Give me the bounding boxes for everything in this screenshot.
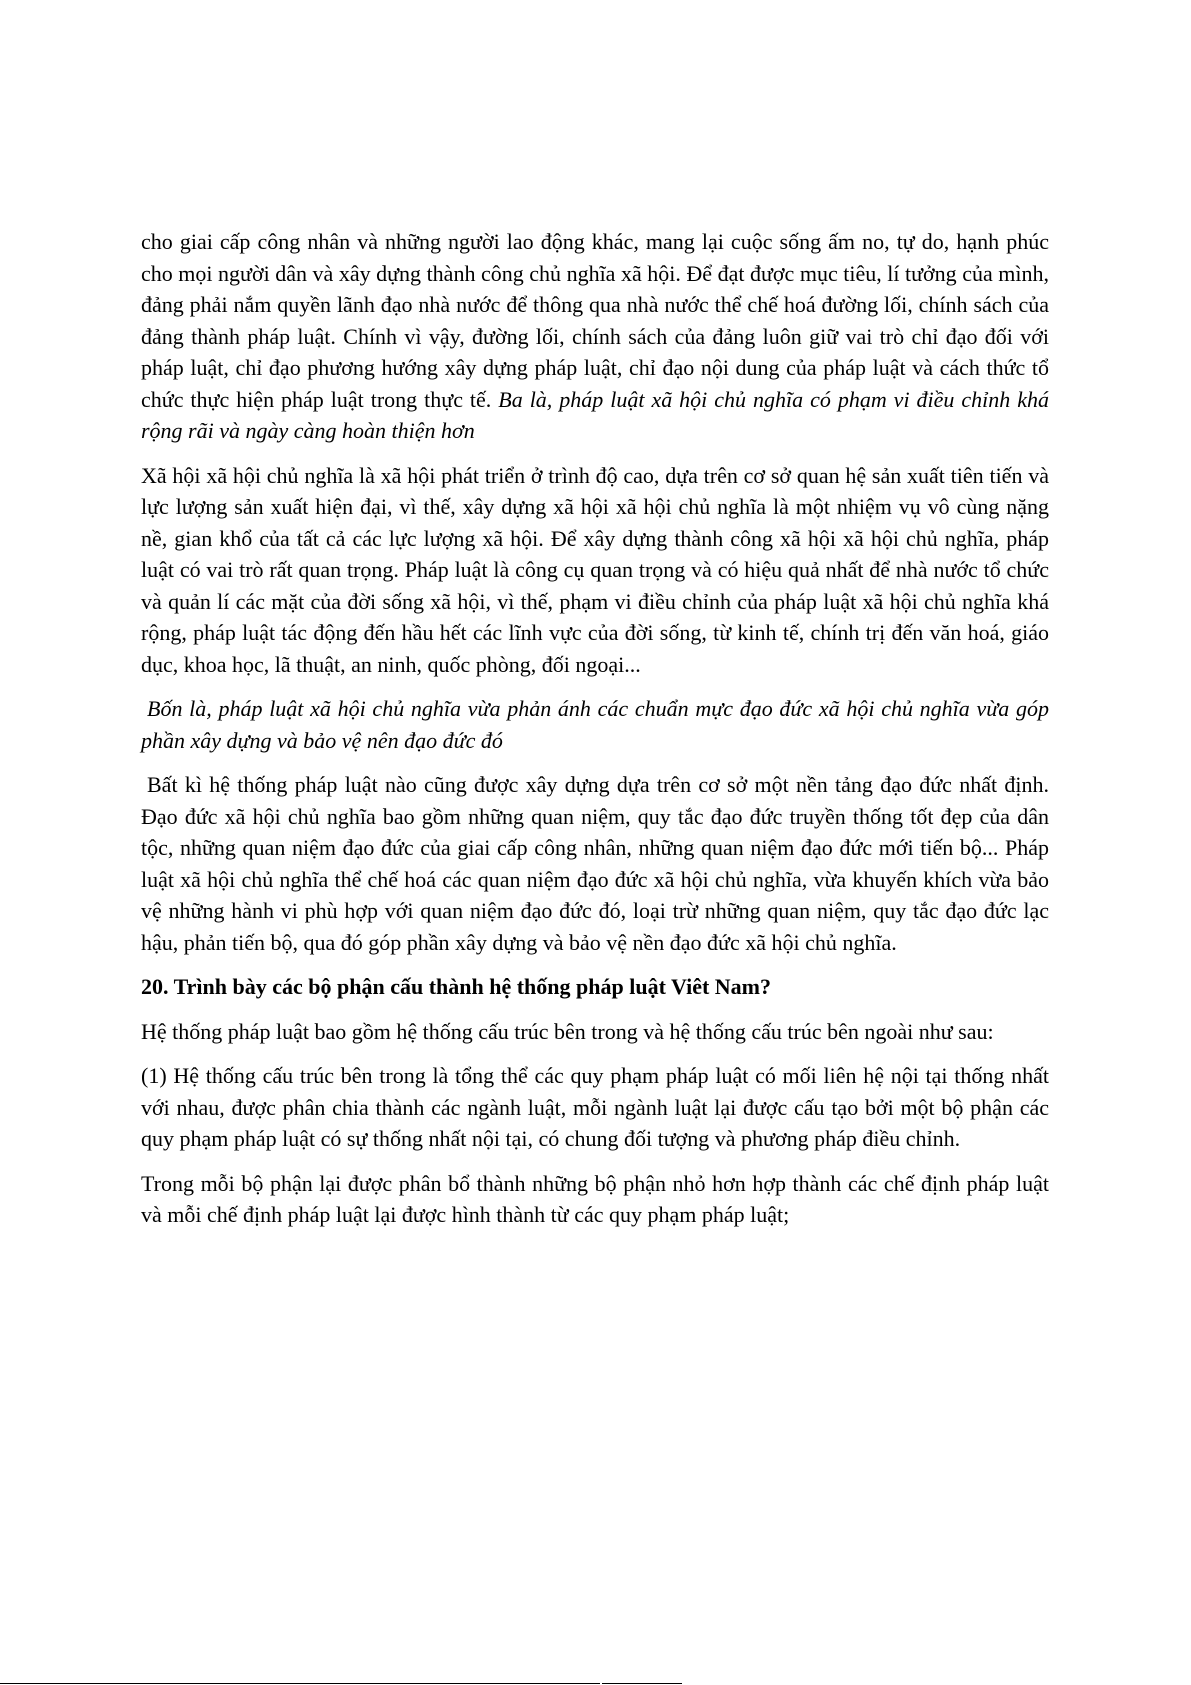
paragraph-3-italic-heading: Bốn là, pháp luật xã hội chủ nghĩa vừa phản ánh các chuẩn mực đạo đức xã hội chủ nghĩa vừa góp phần xây dựng và bảo vệ nên đạo đức đó: [141, 696, 1049, 753]
paragraph-2: Xã hội xã hội chủ nghĩa là xã hội phát triển ở trình độ cao, dựa trên cơ sở quan hệ sản xuất tiên tiến và lực lượng sản xuất hiện đại, vì thế, xây dựng xã hội xã hội chủ nghĩa là một nhiệm vụ vô cùng nặng nề, gian khổ của tất cả các lực lượng xã hội. Để xây dựng thành công xã hội xã hội chủ nghĩa, pháp luật có vai trò rất quan trọng. Pháp luật là công cụ quan trọng và có hiệu quả nhất để nhà nước tổ chức và quản lí các mặt của đời sống xã hội, vì thế, phạm vi điều chỉnh của pháp luật xã hội chủ nghĩa khá rộng, pháp luật tác động đến hầu hết các lĩnh vực của đời sống, từ kinh tế, chính trị đến văn hoá, giáo dục, khoa học, lã thuật, an ninh, quốc phòng, đối ngoại...: [141, 462, 1049, 677]
footer-rule-short: [602, 1683, 682, 1684]
section-heading: 20. Trình bày các bộ phận cấu thành hệ thống pháp luật Viêt Nam?: [141, 974, 771, 999]
paragraph-5: Hệ thống pháp luật bao gồm hệ thống cấu trúc bên trong và hệ thống cấu trúc bên ngoài như sau:: [141, 1018, 994, 1044]
footer-rule: [0, 1683, 600, 1684]
document-page: [141, 226, 1049, 1244]
paragraph-6: (1) Hệ thống cấu trúc bên trong là tổng thể các quy phạm pháp luật có mối liên hệ nội tại thống nhất với nhau, được phân chia thành các ngành luật, mỗi ngành luật lại được cấu tạo bởi một bộ phận các quy phạm pháp luật có sự thống nhất nội tại, có chung đối tượng và phương pháp điều chỉnh.: [141, 1063, 1049, 1151]
paragraph-4: Bất kì hệ thống pháp luật nào cũng được xây dựng dựa trên cơ sở một nền tảng đạo đức nhất định. Đạo đức xã hội chủ nghĩa bao gồm những quan niệm, quy tắc đạo đức truyền thống tốt đẹp của dân tộc, những quan niệm đạo đức của giai cấp công nhân, những quan niệm đạo đức mới tiến bộ... Pháp luật xã hội chủ nghĩa thể chế hoá các quan niệm đạo đức xã hội chủ nghĩa, vừa khuyến khích vừa bảo vệ những hành vi phù hợp với quan niệm đạo đức đó, loại trừ những quan niệm, quy tắc đạo đức lạc hậu, phản tiến bộ, qua đó góp phần xây dựng và bảo vệ nền đạo đức xã hội chủ nghĩa.: [141, 772, 1049, 955]
paragraph-1-italic-heading: Ba là, pháp luật xã hội chủ nghĩa có phạm vi điều chỉnh khá rộng rãi và ngày càng hoàn thiện hơn: [141, 386, 1049, 443]
paragraph-1: [141, 226, 1049, 447]
paragraph-7: Trong mỗi bộ phận lại được phân bổ thành những bộ phận nhỏ hơn hợp thành các chế định pháp luật và mỗi chế định pháp luật lại được hình thành từ các quy phạm pháp luật;: [141, 1170, 1049, 1227]
paragraph-1-text: cho giai cấp công nhân và những người lao động khác, mang lại cuộc sống ấm no, tự do, hạnh phúc cho mọi người dân và xây dựng thành công chủ nghĩa xã hội. Để đạt được mục tiêu, lí tưởng của mình, đảng phải nắm quyền lãnh đạo nhà nước để thông qua nhà nước thể chế hoá đường lối, chính sách của đảng thành pháp luật. Chính vì vậy, đường lối, chính sách của đảng luôn giữ vai trò chỉ đạo đối với pháp luật, chỉ đạo phương hướng xây dựng pháp luật, chỉ đạo nội dung của pháp luật và cách thức tổ chức thực hiện pháp luật trong thực tế.: [141, 229, 1049, 412]
